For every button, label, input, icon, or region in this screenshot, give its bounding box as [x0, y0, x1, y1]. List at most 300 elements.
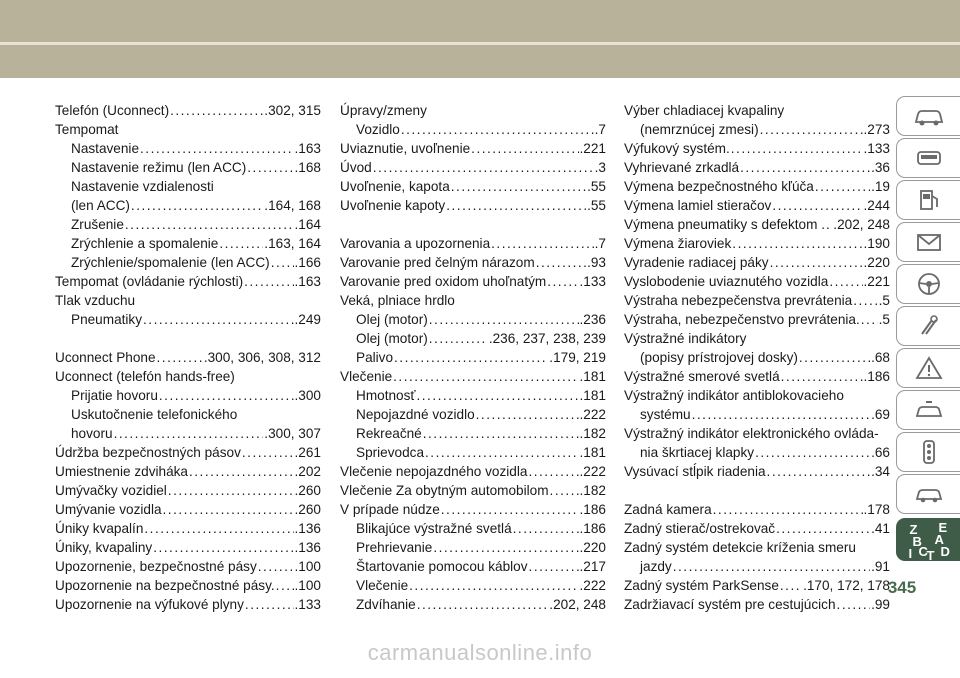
entry-text: Výstraha, nebezpečenstvo prevrátenia. [624, 312, 860, 327]
entry-text: Tempomat (ovládanie rýchlosti) [55, 274, 244, 289]
dot-leader [245, 595, 294, 614]
entry-pages[interactable]: .302, 315 [264, 103, 321, 118]
entry-text: V prípade núdze [340, 502, 440, 517]
entry-text: Olej (motor) [356, 312, 428, 327]
dot-leader [409, 576, 578, 595]
dot-leader [393, 367, 578, 386]
index-entry [624, 120, 890, 139]
entry-pages[interactable]: .100 [294, 578, 321, 593]
index-entry [55, 538, 321, 557]
index-heading [55, 291, 321, 310]
index-entry [55, 158, 321, 177]
watermark: carmanualsonline.info [367, 640, 593, 665]
index-entry [624, 557, 890, 576]
entry-text: Veká, plniace hrdlo [340, 293, 455, 308]
entry-pages[interactable]: .41 [871, 521, 890, 536]
entry-pages[interactable]: .170, 172, 178 [803, 578, 890, 593]
entry-pages[interactable]: .300, 307 [264, 426, 321, 441]
entry-text: Umiestnenie zdviháka [55, 464, 188, 479]
entry-pages[interactable]: .181 [579, 369, 606, 384]
car-dashboard-icon [912, 102, 946, 130]
entry-text: Blikajúce výstražné svetlá [356, 521, 512, 536]
entry-pages[interactable]: .182 [579, 426, 606, 441]
entry-text: Zrýchlenie/spomalenie (len ACC) [71, 255, 270, 270]
entry-pages[interactable]: .181 [579, 445, 606, 460]
section-gap [624, 481, 890, 500]
index-column-2 [340, 101, 606, 614]
header-stripe [0, 42, 960, 45]
entry-text: Údržba bezpečnostných pásov [55, 445, 241, 460]
entry-text: Nastavenie vzdialenosti [71, 179, 214, 194]
section-gap [55, 329, 321, 348]
index-entry [340, 120, 606, 139]
entry-pages[interactable]: .236, 237, 238, 239 [488, 331, 606, 346]
warning-triangle-icon [912, 354, 946, 382]
index-entry [624, 595, 890, 614]
entry-text: Tempomat [55, 122, 119, 137]
entry-text: Prijatie hovoru [71, 388, 158, 403]
entry-text: Výber chladiacej kvapaliny [624, 103, 785, 118]
entry-pages[interactable]: .68 [871, 350, 890, 365]
entry-text: (nemrznúcej zmesi) [640, 122, 759, 137]
index-entry [624, 196, 890, 215]
index-entry [55, 196, 321, 215]
index-letter: B [912, 533, 922, 549]
dot-leader [529, 557, 579, 576]
car-repair-icon [912, 480, 946, 508]
traffic-light-icon [912, 438, 946, 466]
dot-leader [247, 158, 293, 177]
index-entry [624, 215, 890, 234]
entry-pages[interactable]: .260 [294, 502, 321, 517]
index-entry [624, 158, 890, 177]
index-heading [55, 405, 321, 424]
dot-leader [713, 500, 863, 519]
entry-text: Úniky, kvapaliny [55, 540, 153, 555]
entry-text: Pneumatiky [71, 312, 143, 327]
dot-leader [692, 405, 870, 424]
index-heading [340, 101, 606, 120]
index-entry [624, 519, 890, 538]
entry-text: Uskutočnenie telefonického [71, 407, 238, 422]
dot-leader [799, 348, 870, 367]
entry-pages[interactable]: .7 [594, 122, 606, 137]
entry-text: Výstraha nebezpečenstva prevrátenia [624, 293, 853, 308]
entry-pages[interactable]: .244 [863, 198, 890, 213]
entry-pages[interactable]: .222 [579, 407, 606, 422]
index-entry [55, 500, 321, 519]
index-heading [55, 177, 321, 196]
entry-pages[interactable]: .133 [863, 141, 890, 156]
page-number: 345 [887, 578, 917, 597]
index-entry [624, 443, 890, 462]
dot-leader [401, 120, 594, 139]
index-heading [624, 386, 890, 405]
steering-wheel-icon [912, 270, 946, 298]
index-heading [624, 424, 890, 443]
index-entry [55, 272, 321, 291]
entry-pages[interactable]: .300, 306, 308, 312 [203, 350, 321, 365]
index-entry [340, 538, 606, 557]
index-entry [55, 215, 321, 234]
index-heading [624, 538, 890, 557]
entry-text: Štartovanie pomocou káblov [356, 559, 528, 574]
entry-text: Vyradenie radiacej páky [624, 255, 769, 270]
index-entry [624, 272, 890, 291]
index-entry [340, 443, 606, 462]
entry-pages[interactable]: .202, 248 [549, 597, 606, 612]
index-letters-icon [908, 519, 950, 563]
entry-text: Vyhrievané zrkadlá [624, 160, 740, 175]
entry-pages[interactable]: .7 [594, 236, 606, 251]
index-heading [55, 120, 321, 139]
dot-leader [258, 557, 294, 576]
index-entry [55, 557, 321, 576]
entry-text: Vyslobodenie uviaznutého vozidla [624, 274, 829, 289]
wrench-tools-icon [912, 312, 946, 340]
entry-pages[interactable]: .5 [878, 312, 890, 327]
dot-leader [144, 519, 293, 538]
entry-text: Sprievodca [356, 445, 425, 460]
entry-text: Hmotnosť [356, 388, 416, 403]
entry-pages[interactable]: .55 [587, 198, 606, 213]
index-entry [340, 595, 606, 614]
index-entry [624, 576, 890, 595]
header-band [0, 0, 960, 78]
dot-leader [153, 538, 293, 557]
entry-pages[interactable]: .220 [579, 540, 606, 555]
dot-leader [776, 519, 870, 538]
entry-pages[interactable]: .168 [294, 160, 321, 175]
dot-leader [163, 500, 294, 519]
entry-pages[interactable]: .221 [863, 274, 890, 289]
dot-leader [417, 386, 579, 405]
dot-leader [446, 196, 586, 215]
dot-leader [826, 215, 832, 234]
dot-leader [170, 101, 263, 120]
index-entry [624, 500, 890, 519]
index-column-1 [55, 101, 321, 614]
dot-leader [373, 158, 594, 177]
dot-leader [547, 272, 578, 291]
entry-pages[interactable]: .36 [871, 160, 890, 175]
entry-text: Vlečenie Za obytným automobilom [340, 483, 549, 498]
index-entry [55, 234, 321, 253]
entry-text: Úpravy/zmeny [340, 103, 427, 118]
dot-leader [417, 595, 549, 614]
index-letter: T [926, 547, 935, 563]
entry-text: Vlečenie nepojazdného vozidla [340, 464, 528, 479]
entry-text: Upozornenie na bezpečnostné pásy. [55, 578, 275, 593]
entry-text: Telefón (Uconnect) [55, 103, 170, 118]
index-entry [340, 139, 606, 158]
entry-pages[interactable]: .133 [294, 597, 321, 612]
entry-text: Výstražné indikátory [624, 331, 747, 346]
dot-leader [760, 120, 863, 139]
index-column-3 [624, 101, 890, 614]
index-entry [624, 177, 890, 196]
entry-text: Zadná kamera [624, 502, 712, 517]
dot-leader [425, 443, 579, 462]
entry-text: Výmena bezpečnostného kľúča [624, 179, 814, 194]
entry-text: Výmena pneumatiky s defektom . [624, 217, 825, 232]
entry-text: Výfukový systém. [624, 141, 730, 156]
entry-text: Varovanie pred čelným nárazom [340, 255, 535, 270]
index-entry [340, 386, 606, 405]
tab-multimedia[interactable] [896, 222, 960, 262]
entry-text: Výstražné smerové svetlá [624, 369, 780, 384]
index-entry [55, 462, 321, 481]
dot-leader [740, 158, 870, 177]
entry-pages[interactable]: .163 [294, 141, 321, 156]
dot-leader [731, 139, 863, 158]
index-entry [340, 557, 606, 576]
entry-pages[interactable]: .222 [579, 578, 606, 593]
entry-text: Tlak vzduchu [55, 293, 136, 308]
dot-leader [772, 196, 862, 215]
index-entry [624, 139, 890, 158]
index-heading [624, 329, 890, 348]
index-heading [624, 101, 890, 120]
entry-text: Úniky kvapalín [55, 521, 144, 536]
dot-leader [781, 367, 863, 386]
entry-pages[interactable]: .249 [294, 312, 321, 327]
index-entry [340, 367, 606, 386]
entry-text: Uvoľnenie, kapota [340, 179, 450, 194]
dot-leader [140, 139, 294, 158]
dot-leader [433, 538, 578, 557]
tab-service[interactable] [896, 390, 960, 430]
entry-pages[interactable]: .222 [579, 464, 606, 479]
dot-leader [767, 462, 871, 481]
index-entry [340, 272, 606, 291]
entry-pages[interactable]: .186 [579, 521, 606, 536]
entry-pages[interactable]: .190 [863, 236, 890, 251]
entry-text: Zrušenie [71, 217, 124, 232]
dot-leader [159, 386, 294, 405]
dot-leader [276, 576, 294, 595]
entry-text: Umývanie vozidla [55, 502, 162, 517]
index-letter: D [940, 543, 950, 559]
index-letter: E [938, 519, 948, 535]
index-entry [55, 310, 321, 329]
dot-leader [394, 348, 548, 367]
entry-text: Výstražný indikátor elektronického ovláda- [624, 426, 879, 441]
index-heading [340, 291, 606, 310]
dot-leader [114, 424, 264, 443]
tab-instrument[interactable] [896, 264, 960, 304]
dot-leader [131, 196, 263, 215]
dot-leader [244, 272, 293, 291]
entry-text: Uconnect (telefón hands-free) [55, 369, 235, 384]
entry-text: Upozornenie na výfukové plyny [55, 597, 244, 612]
entry-pages[interactable]: .93 [587, 255, 606, 270]
entry-pages[interactable]: .202 [294, 464, 321, 479]
entry-text: Umývačky vozidiel [55, 483, 167, 498]
entry-text: Nastavenie [71, 141, 140, 156]
entry-pages[interactable]: .300 [294, 388, 321, 403]
dot-leader [143, 310, 294, 329]
index-entry [340, 576, 606, 595]
entry-text: Zadržiavací systém pre cestujúcich [624, 597, 836, 612]
dot-leader [189, 462, 294, 481]
index-entry [55, 386, 321, 405]
entry-text: Prehrievanie [356, 540, 433, 555]
entry-text: Výstražný indikátor antiblokovacieho [624, 388, 844, 403]
index-entry [55, 443, 321, 462]
entry-text: Výmena žiaroviek [624, 236, 732, 251]
entry-pages[interactable]: .164, 168 [264, 198, 321, 213]
tab-starting[interactable] [896, 180, 960, 220]
dot-leader [429, 310, 579, 329]
index-entry [624, 291, 890, 310]
entry-pages[interactable]: .221 [579, 141, 606, 156]
entry-text: (len ACC) [71, 198, 130, 213]
dot-leader [732, 234, 862, 253]
dot-leader [441, 500, 579, 519]
index-entry [340, 405, 606, 424]
tab-emergency[interactable] [896, 348, 960, 388]
index-entry [340, 310, 606, 329]
dot-leader [837, 595, 871, 614]
entry-pages[interactable]: .34 [871, 464, 890, 479]
index-entry [340, 462, 606, 481]
car-service-icon [912, 396, 946, 424]
index-entry [55, 348, 321, 367]
index-entry [340, 158, 606, 177]
entry-pages[interactable]: .220 [863, 255, 890, 270]
entry-pages[interactable]: .186 [863, 369, 890, 384]
dot-leader [755, 443, 870, 462]
envelope-icon [912, 228, 946, 256]
dot-leader [815, 177, 870, 196]
entry-text: Vlečenie [340, 369, 393, 384]
fuel-pump-icon [912, 186, 946, 214]
entry-pages[interactable]: .69 [871, 407, 890, 422]
dot-leader [451, 177, 586, 196]
index-entry [624, 234, 890, 253]
dot-leader [770, 253, 863, 272]
entry-pages[interactable]: .260 [294, 483, 321, 498]
entry-pages[interactable]: .273 [863, 122, 890, 137]
entry-pages[interactable]: .55 [587, 179, 606, 194]
index-entry [340, 234, 606, 253]
entry-text: systému [640, 407, 691, 422]
entry-pages[interactable]: .136 [294, 540, 321, 555]
dot-leader [861, 310, 878, 329]
entry-pages[interactable]: .178 [863, 502, 890, 517]
entry-text: Úvod [340, 160, 372, 175]
index-entry [340, 253, 606, 272]
entry-text: Nastavenie režimu (len ACC) [71, 160, 247, 175]
dot-leader [550, 481, 579, 500]
entry-pages[interactable]: .182 [579, 483, 606, 498]
entry-pages[interactable]: .5 [878, 293, 890, 308]
dot-leader [168, 481, 294, 500]
tab-index[interactable] [896, 518, 960, 561]
section-gap [340, 215, 606, 234]
entry-pages[interactable]: .99 [871, 597, 890, 612]
entry-pages[interactable]: .163, 164 [264, 236, 321, 251]
index-entry [55, 139, 321, 158]
entry-pages[interactable]: .181 [579, 388, 606, 403]
entry-pages[interactable]: .133 [579, 274, 606, 289]
entry-text: Uviaznutie, uvoľnenie [340, 141, 471, 156]
dot-leader [673, 557, 870, 576]
index-entry [624, 367, 890, 386]
index-entry [340, 348, 606, 367]
entry-pages[interactable]: .236 [579, 312, 606, 327]
entry-pages[interactable]: .136 [294, 521, 321, 536]
tab-safety[interactable] [896, 138, 960, 178]
entry-text: Vozidlo [356, 122, 400, 137]
tab-dashboard[interactable] [896, 96, 960, 136]
dot-leader [423, 424, 579, 443]
dot-leader [780, 576, 802, 595]
entry-text: hovoru [71, 426, 113, 441]
entry-pages[interactable]: .3 [594, 160, 606, 175]
index-entry [55, 576, 321, 595]
index-entry [340, 500, 606, 519]
dot-leader [536, 253, 586, 272]
entry-text: Vysúvací stĺpik riadenia [624, 464, 766, 479]
entry-text: Olej (motor) [356, 331, 428, 346]
entry-pages[interactable]: .202, 248 [833, 217, 890, 232]
entry-pages[interactable]: .261 [294, 445, 321, 460]
dot-leader [853, 291, 877, 310]
dot-leader [491, 234, 594, 253]
entry-pages[interactable]: .163 [294, 274, 321, 289]
entry-pages[interactable]: .91 [871, 559, 890, 574]
entry-pages[interactable]: .186 [579, 502, 606, 517]
index-entry [624, 253, 890, 272]
tab-maintenance[interactable] [896, 306, 960, 346]
tab-specifications[interactable] [896, 432, 960, 472]
index-entry [624, 462, 890, 481]
dot-leader [429, 329, 488, 348]
index-entry [340, 519, 606, 538]
entry-text: Zadný systém ParkSense [624, 578, 779, 593]
index-entry [340, 329, 606, 348]
entry-pages[interactable]: .19 [871, 179, 890, 194]
index-entry [55, 519, 321, 538]
entry-text: Palivo [356, 350, 394, 365]
index-entry [624, 310, 890, 329]
entry-pages[interactable]: .217 [579, 559, 606, 574]
index-letter: C [918, 543, 928, 559]
entry-text: Rekreačné [356, 426, 422, 441]
entry-text: jazdy [640, 559, 672, 574]
entry-pages[interactable]: .166 [294, 255, 321, 270]
entry-text: Výmena lamiel stieračov [624, 198, 772, 213]
index-entry [624, 405, 890, 424]
index-letter: I [908, 545, 913, 561]
dot-leader [157, 348, 203, 367]
index-entry [340, 177, 606, 196]
entry-text: Uvoľnenie kapoty [340, 198, 446, 213]
entry-text: nia škrtiacej klapky [640, 445, 755, 460]
entry-pages[interactable]: .66 [871, 445, 890, 460]
tab-customer-assistance[interactable] [896, 474, 960, 514]
index-entry [55, 481, 321, 500]
car-front-icon [912, 144, 946, 172]
entry-pages[interactable]: .164 [294, 217, 321, 232]
entry-pages[interactable]: .100 [294, 559, 321, 574]
index-entry [55, 424, 321, 443]
index-letter: Z [909, 521, 918, 537]
entry-text: Zadný systém detekcie kríženia smeru [624, 540, 856, 555]
entry-pages[interactable]: .179, 219 [549, 350, 606, 365]
